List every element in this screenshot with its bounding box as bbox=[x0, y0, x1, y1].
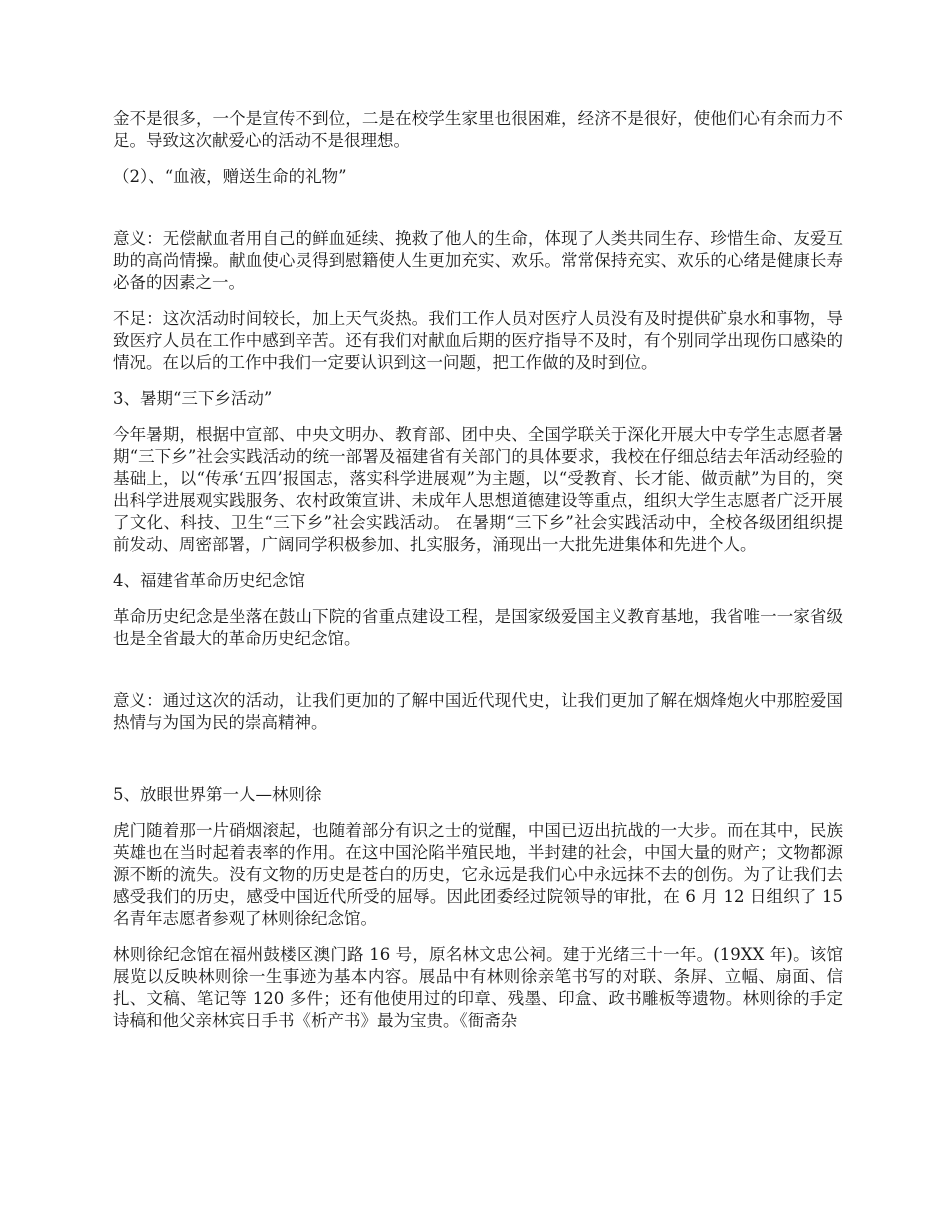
paragraph-lin-zexu-memorial: 林则徐纪念馆在福州鼓楼区澳门路 16 号，原名林文忠公祠。建于光绪三十一年。(19XX 年)。该馆展览以反映林则徐一生事迹为基本内容。展品中有林则徐亲笔书写的对联、条屏、立幅、扇面、信扎、文稿、笔记等 120 多件；还有他使用过的印章、残墨、印盒、政书雕板等遗物。林则徐的手定诗稿和他父亲林宾日手书《析产书》最为宝贵。《衙斋杂 bbox=[113, 945, 843, 1030]
document-page bbox=[113, 108, 843, 1032]
paragraph-museum-meaning: 意义：通过这次的活动，让我们更加的了解中国近代现代史，让我们更加了解在烟烽炮火中那腔爱国热情与为国为民的崇高精神。 bbox=[113, 691, 843, 732]
paragraph-donation-shortfall: 金不是很多，一个是宣传不到位，二是在校学生家里也很困难，经济不是很好，使他们心有余而力不足。导致这次献爱心的活动不是很理想。 bbox=[113, 109, 843, 150]
paragraph-revolution-museum: 革命历史纪念是坐落在鼓山下院的省重点建设工程，是国家级爱国主义教育基地，我省唯一一家省级也是全省最大的革命历史纪念馆。 bbox=[113, 607, 843, 648]
paragraph-blood-meaning: 意义：无偿献血者用自己的鲜血延续、挽救了他人的生命，体现了人类共同生存、珍惜生命、友爱互助的高尚情操。献血使心灵得到慰籍使人生更加充实、欢乐。常常保持充实、欢乐的心绪是健康长寿必备的因素之一。 bbox=[113, 229, 843, 292]
paragraph-lin-zexu-visit: 虎门随着那一片硝烟滚起，也随着部分有识之士的觉醒，中国已迈出抗战的一大步。而在其中，民族英雄也在当时起着表率的作用。在这中国沦陷半殖民地，半封建的社会，中国大量的财产；文物都源源不断的流失。没有文物的历史是苍白的历史，它永远是我们心中永远抹不去的创伤。为了让我们去感受我们的历史，感受中国近代所受的屈辱。因此团委经过院领导的审批，在 6 月 12 日组织了 15 名青年志愿者参观了林则徐纪念馆。 bbox=[113, 821, 843, 928]
paragraph-summer-activity: 今年暑期，根据中宣部、中央文明办、教育部、团中央、全国学联关于深化开展大中专学生志愿者暑期“三下乡”社会实践活动的统一部署及福建省有关部门的具体要求，我校在仔细总结去年活动经验的基础上，以“传承‘五四’报国志，落实科学进展观”为主题，以“受教育、长才能、做贡献”为目的，突出科学进展观实践服务、农村政策宣讲、未成年人思想道德建设等重点，组织大学生志愿者广泛开展了文化、科技、卫生“三下乡”社会实践活动。 在暑期“三下乡”社会实践活动中，全校各级团组织提前发动、周密部署，广阔同学积极参加、扎实服务，涌现出一大批先进集体和先进个人。 bbox=[113, 425, 843, 554]
heading-revolution-museum: 4、福建省革命历史纪念馆 bbox=[113, 571, 305, 590]
heading-lin-zexu: 5、放眼世界第一人—林则徐 bbox=[113, 785, 322, 804]
paragraph-blood-shortfall: 不足：这次活动时间较长，加上天气炎热。我们工作人员对医疗人员没有及时提供矿泉水和事物，导致医疗人员在工作中感到辛苦。还有我们对献血后期的医疗指导不及时，有个别同学出现伤口感染的情况。在以后的工作中我们一定要认识到这一问题，把工作做的及时到位。 bbox=[113, 309, 843, 372]
heading-blood-donation: （2）、“血液，赠送生命的礼物” bbox=[113, 167, 347, 186]
heading-summer-activity: 3、暑期“三下乡活动” bbox=[113, 389, 273, 408]
